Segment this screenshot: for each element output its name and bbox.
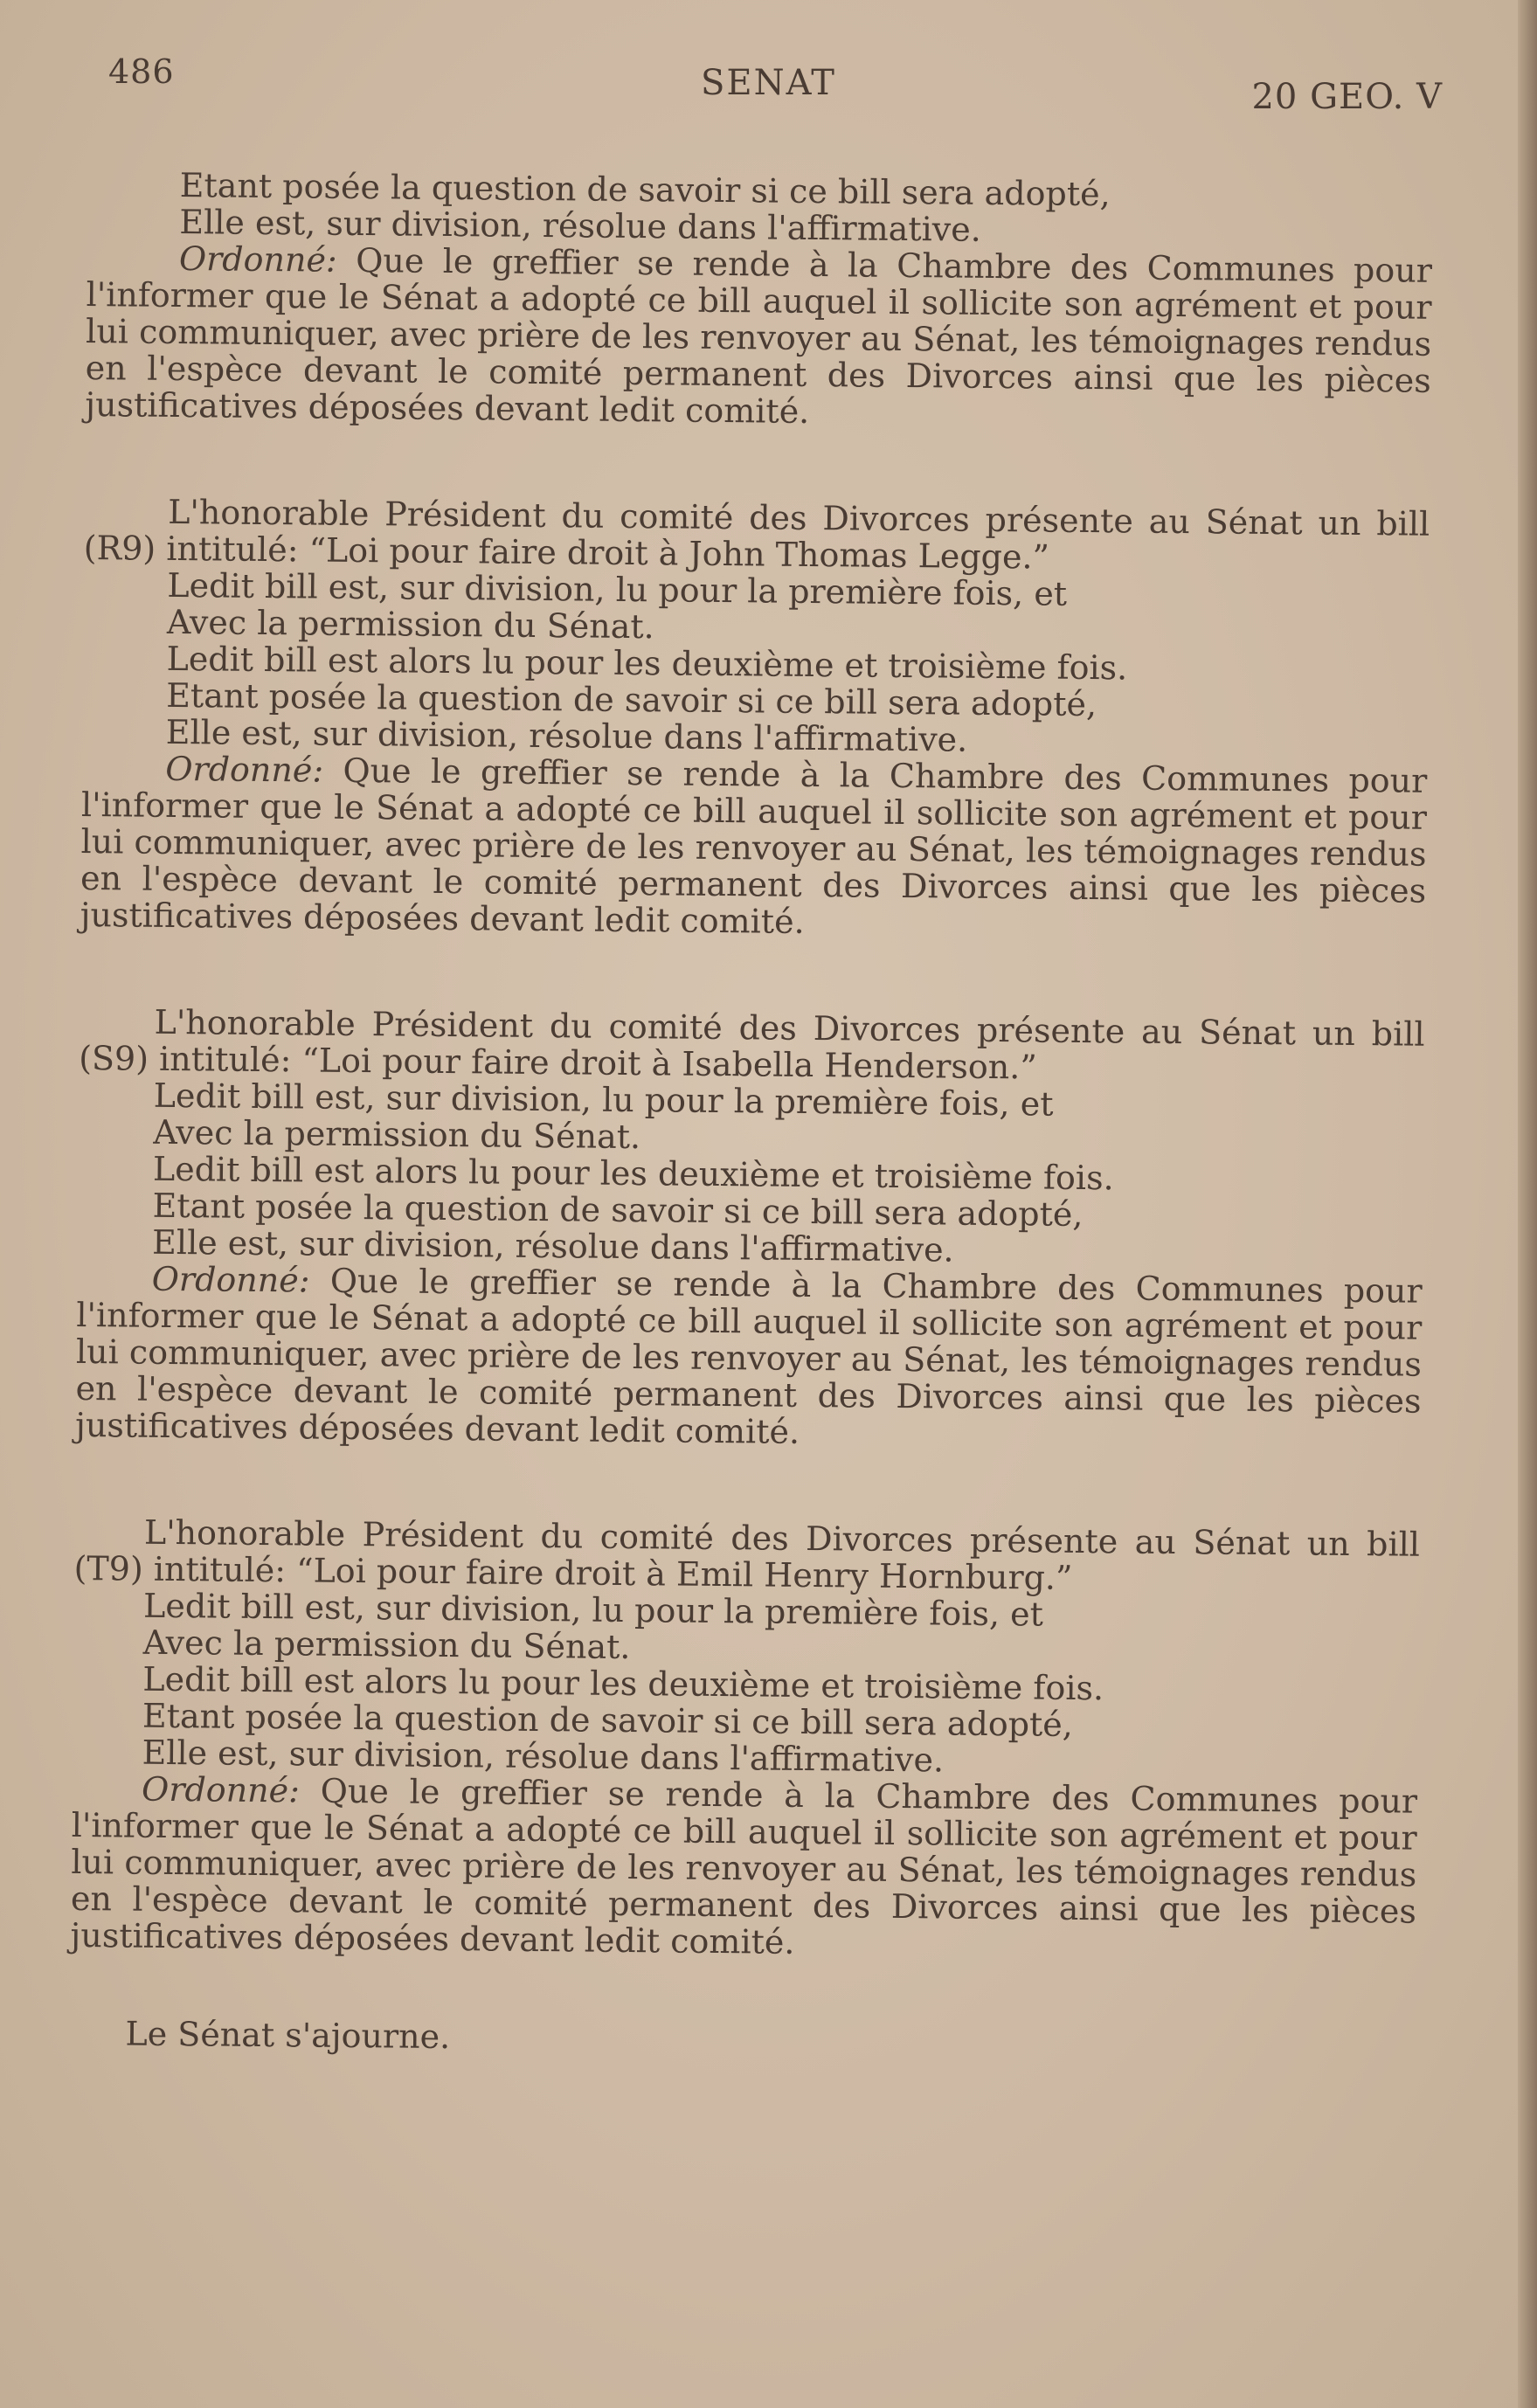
intro-section: [85, 166, 1433, 436]
bill-line: Avec la permission du Sénat.: [142, 1623, 631, 1667]
ordonne-label: Ordonné:: [165, 749, 324, 790]
bill-intro: L'honorable Président du comité des Divorces présente au Sénat un bill (S9) intitulé: “Loi pour faire droit à Isabella Henderson.”: [78, 1002, 1425, 1087]
bill-intro: L'honorable Président du comité des Divorces présente au Sénat un bill (T9) intitulé: “Loi pour faire droit à Emil Henry Hornburg.”: [73, 1512, 1421, 1597]
ordonne-text: Que le greffier se rende à la Chambre des Communes pour l'informer que le Sénat a adopté ce bill auquel il sollicite son agrément et pour lui communiquer, avec prière de les renvoyer au Sénat, les témoignages rendus en l'espèce devant le comité permanent des Divorces ainsi que les pièces justificatives déposées devant ledit comité.: [74, 1261, 1423, 1451]
bill-section-t9: [70, 1513, 1420, 1967]
page-edge-shadow: [1518, 0, 1537, 2408]
intro-line: Elle est, sur division, résolue dans l'affirmative.: [179, 203, 982, 249]
ordonne-paragraph: [85, 239, 1432, 436]
intro-line: Etant posée la question de savoir si ce bill sera adopté,: [179, 166, 1111, 214]
bill-line: Avec la permission du Sénat.: [153, 1112, 641, 1157]
header-volume: 20 GEO. V: [1251, 77, 1443, 117]
bill-line: Etant posée la question de savoir si ce bill sera adopté,: [152, 1186, 1084, 1234]
ordonne-paragraph: [75, 1260, 1423, 1457]
header-title: SENAT: [701, 63, 836, 103]
ordonne-label: Ordonné:: [141, 1769, 301, 1810]
ordonne-text: Que le greffier se rende à la Chambre des Communes pour l'informer que le Sénat a adopté ce bill auquel il sollicite son agrément et pour lui communiquer, avec prière de les renvoyer au Sénat, les témoignages rendus en l'espèce devant le comité permanent des Divorces ainsi que les pièces justificatives déposées devant ledit comité.: [70, 1771, 1418, 1962]
bill-line: Ledit bill est alors lu pour les deuxième et troisième fois.: [166, 639, 1128, 688]
bill-line: Ledit bill est, sur division, lu pour la première fois, et: [142, 1586, 1044, 1634]
bill-line: Elle est, sur division, résolue dans l'affirmative.: [142, 1733, 945, 1780]
ordonne-paragraph: [80, 750, 1428, 946]
ordonne-label: Ordonné:: [151, 1259, 310, 1300]
bill-line: Etant posée la question de savoir si ce bill sera adopté,: [165, 675, 1097, 724]
ordonne-label: Ordonné:: [178, 239, 337, 280]
running-header: [0, 52, 1537, 117]
bill-line: Avec la permission du Sénat.: [166, 602, 654, 647]
ordonne-text: Que le greffier se rende à la Chambre des Communes pour l'informer que le Sénat a adopté ce bill auquel il sollicite son agrément et pour lui communiquer, avec prière de les renvoyer au Sénat, les témoignages rendus en l'espèce devant le comité permanent des Divorces ainsi que les pièces justificatives déposées devant ledit comité.: [80, 751, 1428, 941]
adjournment-line: Le Sénat s'ajourne.: [125, 2014, 451, 2057]
page-body: [69, 166, 1433, 2065]
bill-line: Etant posée la question de savoir si ce bill sera adopté,: [142, 1696, 1074, 1744]
bill-line: Elle est, sur division, résolue dans l'affirmative.: [165, 712, 968, 759]
bill-section-r9: [80, 493, 1430, 946]
bill-line: Ledit bill est, sur division, lu pour la première fois, et: [153, 1076, 1054, 1124]
page-number: 486: [108, 52, 175, 91]
bill-section-s9: [75, 1003, 1425, 1457]
bill-line: Elle est, sur division, résolue dans l'affirmative.: [151, 1222, 954, 1270]
bill-line: Ledit bill est alors lu pour les deuxième et troisième fois.: [152, 1149, 1114, 1198]
ordonne-paragraph: [70, 1770, 1417, 1967]
bill-intro: L'honorable Président du comité des Divorces présente au Sénat un bill (R9) intitulé: “Loi pour faire droit à John Thomas Legge.”: [83, 492, 1430, 577]
ordonne-text: Que le greffier se rende à la Chambre des Communes pour l'informer que le Sénat a adopté ce bill auquel il sollicite son agrément et pour lui communiquer, avec prière de les renvoyer au Sénat, les témoignages rendus en l'espèce devant le comité permanent des Divorces ainsi que les pièces justificatives déposées devant ledit comité.: [85, 240, 1433, 431]
bill-line: Ledit bill est alors lu pour les deuxième et troisième fois.: [142, 1659, 1104, 1708]
bill-line: Ledit bill est, sur division, lu pour la première fois, et: [167, 565, 1068, 613]
